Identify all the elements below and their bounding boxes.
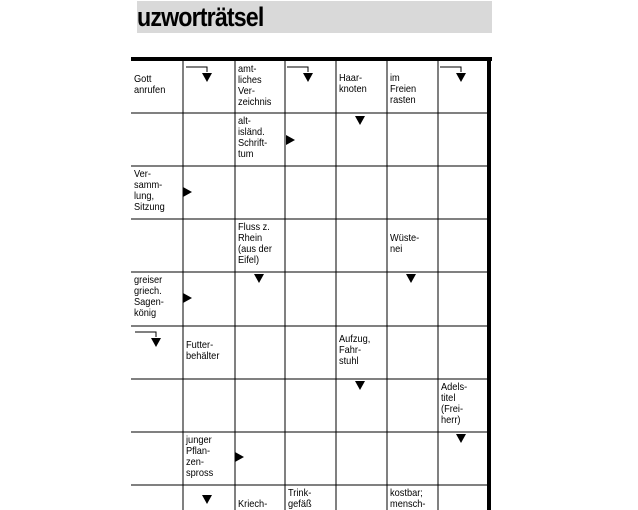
- clue-text: Haar- knoten: [339, 72, 367, 95]
- grid-arrows: [135, 67, 466, 504]
- clue-text: alt- isländ. Schrift- tum: [238, 115, 268, 160]
- arrow-right-icon: [183, 293, 192, 303]
- arrow-corner-line: [287, 67, 308, 72]
- arrow-down-icon: [202, 73, 212, 82]
- puzzle-title: uzworträtsel: [137, 2, 264, 32]
- clue-text: Futter- behälter: [186, 339, 220, 362]
- arrow-corner-line: [135, 332, 156, 337]
- clue-text: Kriech-: [238, 498, 268, 510]
- arrow-right-icon: [183, 187, 192, 197]
- arrow-down-icon: [151, 338, 161, 347]
- arrow-right-icon: [235, 452, 244, 462]
- clue-text: Trink- gefäß: [288, 487, 312, 510]
- clue-text: kostbar; mensch-: [390, 487, 426, 510]
- clue-text: Ver- samm- lung, Sitzung: [134, 168, 165, 213]
- arrow-down-icon: [303, 73, 313, 82]
- arrow-corner-line: [186, 67, 207, 72]
- clue-text: im Freien rasten: [390, 72, 417, 106]
- arrow-right-icon: [286, 135, 295, 145]
- clue-text: junger Pflan- zen- spross: [186, 434, 214, 479]
- clue-text: Fluss z. Rhein (aus der Eifel): [238, 221, 272, 266]
- clue-text: Aufzug, Fahr- stuhl: [339, 333, 371, 367]
- arrow-down-icon: [254, 274, 264, 283]
- arrow-down-icon: [355, 381, 365, 390]
- arrow-down-icon: [456, 434, 466, 443]
- clue-text: amt- liches Ver- zeichnis: [238, 63, 272, 108]
- clue-text: Wüste- nei: [390, 232, 420, 255]
- clue-text: Gott anrufen: [134, 73, 166, 96]
- clue-text: Adels- titel (Frei- herr): [441, 381, 468, 426]
- clue-text: greiser griech. Sagen- könig: [134, 274, 164, 319]
- arrow-down-icon: [456, 73, 466, 82]
- arrow-corner-line: [440, 67, 461, 72]
- arrow-down-icon: [355, 116, 365, 125]
- arrow-down-icon: [406, 274, 416, 283]
- arrow-down-icon: [202, 495, 212, 504]
